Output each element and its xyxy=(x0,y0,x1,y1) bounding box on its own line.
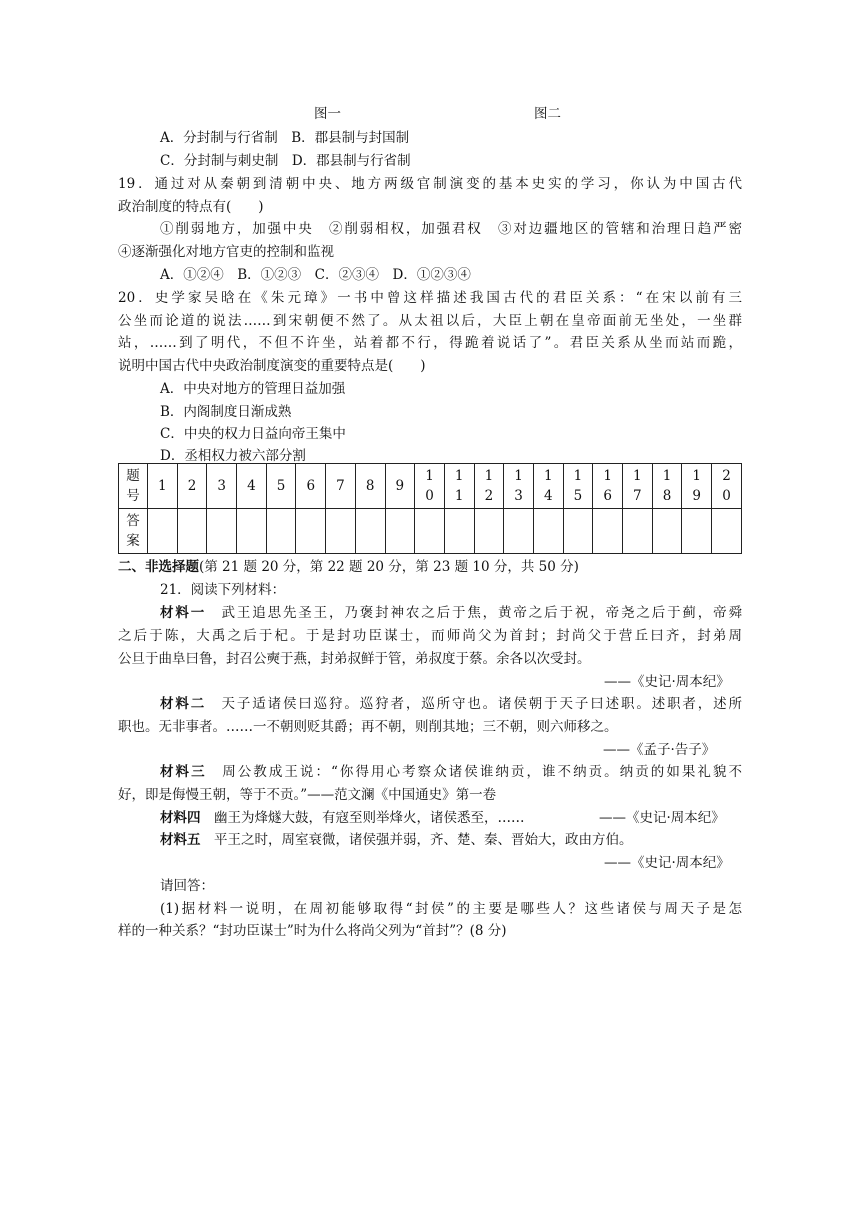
answer-cell[interactable] xyxy=(326,509,356,554)
q21-ask: 请回答： xyxy=(160,878,214,894)
answer-table xyxy=(118,463,742,554)
answer-cell[interactable] xyxy=(563,509,593,554)
answer-cell[interactable] xyxy=(712,509,742,554)
answer-cell[interactable] xyxy=(266,509,296,554)
question-number-cell: 1 5 xyxy=(563,464,593,509)
answer-cell[interactable] xyxy=(148,509,178,554)
question-number-cell: 4 xyxy=(237,464,267,509)
answer-cell[interactable] xyxy=(296,509,326,554)
answer-table-header-row xyxy=(119,464,742,509)
material2-label: 材料二 xyxy=(160,696,207,712)
answer-cell[interactable] xyxy=(177,509,207,554)
question-number-cell: 1 4 xyxy=(533,464,563,509)
q20-option-b: B．内阁制度日渐成熟 xyxy=(160,404,292,420)
q19-stem-line1: 19．通过对从秦朝到清朝中央、地方两级官制演变的基本史实的学习，你认为中国古代 xyxy=(118,176,742,192)
q21-material2-line1 xyxy=(160,694,742,714)
question-number-cell: 1 8 xyxy=(652,464,682,509)
q21-sub1-line1: (1)据材料一说明，在周初能够取得“封侯”的主要是哪些人？这些诸侯与周天子是怎 xyxy=(160,901,742,917)
answer-cell[interactable] xyxy=(623,509,653,554)
material3-text: 周公教成王说：“你得用心考察众诸侯谁纳贡，谁不纳贡。纳贡的如果礼貌不 xyxy=(222,764,743,780)
q19-stem-line2: 政治制度的特点有( ) xyxy=(118,199,264,215)
question-number-cell: 2 0 xyxy=(712,464,742,509)
q20-stem-line4: 说明中国古代中央政治制度演变的重要特点是( ) xyxy=(118,358,426,374)
q20-stem-line2: 公坐而论道的说法……到宋朝便不然了。从太祖以后，大臣上朝在皇帝面前无坐处，一坐群 xyxy=(118,313,742,329)
question-number-cell: 1 0 xyxy=(415,464,445,509)
q21-material3-line2: 好，即是侮慢王朝，等于不贡。”——范文澜《中国通史》第一卷 xyxy=(118,787,497,803)
question-number-cell: 1 7 xyxy=(623,464,653,509)
question-number-cell: 1 6 xyxy=(593,464,623,509)
q19-items-line2: ④逐渐强化对地方官吏的控制和监视 xyxy=(118,244,334,260)
q21-material1-line1 xyxy=(160,603,742,623)
q20-stem-line1: 20．史学家吴晗在《朱元璋》一书中曾这样描述我国古代的君臣关系：“在宋以前有三 xyxy=(118,290,742,306)
header-label-cell: 题 号 xyxy=(119,464,148,509)
question-number-cell: 1 9 xyxy=(682,464,712,509)
section2-heading xyxy=(118,557,579,577)
question-number-cell: 5 xyxy=(266,464,296,509)
question-number-cell: 9 xyxy=(385,464,415,509)
q21-material5-source: ——《史记·周本纪》 xyxy=(604,855,730,871)
answer-cell[interactable] xyxy=(385,509,415,554)
material2-text: 天子适诸侯曰巡狩。巡狩者，巡所守也。诸侯朝于天子曰述职。述职者，述所 xyxy=(221,696,743,712)
material5-label: 材料五 xyxy=(160,832,201,848)
answer-cell[interactable] xyxy=(474,509,504,554)
figure-caption-1: 图一 xyxy=(314,106,341,122)
q19-items-line1: ①削弱地方，加强中央 ②削弱相权，加强君权 ③对边疆地区的管辖和治理日趋严密 xyxy=(160,221,742,237)
material4-text: 幽王为烽燧大鼓，有寇至则举烽火，诸侯悉至，…… xyxy=(214,810,525,826)
section2-heading-rest: (第 21 题 20 分，第 22 题 20 分，第 23 题 10 分，共 50 分) xyxy=(199,559,579,575)
material1-label: 材料一 xyxy=(160,605,207,621)
q21-sub1-line2: 样的一种关系？“封功臣谋士”时为什么将尚父列为“首封”？(8 分) xyxy=(118,923,507,939)
q21-material1-source: ——《史记·周本纪》 xyxy=(604,674,730,690)
q20-option-d: D．丞相权力被六部分割 xyxy=(160,448,306,464)
q21-material1-line3: 公旦于曲阜曰鲁，封召公奭于燕，封弟叔鲜于管，弟叔度于蔡。余各以次受封。 xyxy=(118,651,591,667)
q21-material4 xyxy=(160,808,525,828)
answer-table-answer-row xyxy=(119,509,742,554)
answer-cell[interactable] xyxy=(207,509,237,554)
answer-cell[interactable] xyxy=(652,509,682,554)
q21-material5 xyxy=(160,830,633,850)
q21-material2-line2: 职也。无非事者。……一不朝则贬其爵；再不朝，则削其地；三不朝，则六师移之。 xyxy=(118,719,618,735)
q21-intro: 21．阅读下列材料： xyxy=(160,582,286,598)
answer-cell[interactable] xyxy=(237,509,267,554)
section2-heading-bold: 二、非选择题 xyxy=(118,559,199,575)
q21-material3-line1 xyxy=(160,762,742,782)
question-number-cell: 1 1 xyxy=(444,464,474,509)
q18-options-line1: A．分封制与行省制 B．郡县制与封国制 xyxy=(160,130,410,146)
q20-option-c: C．中央的权力日益向帝王集中 xyxy=(160,426,346,442)
material5-text: 平王之时，周室衰微，诸侯强并弱，齐、楚、秦、晋始大，政由方伯。 xyxy=(214,832,633,848)
q21-material1-line2: 之后于陈，大禹之后于杞。于是封功臣谋士，而师尚父为首封；封尚父于营丘曰齐，封弟周 xyxy=(118,628,742,644)
q21-material2-source: ——《孟子·告子》 xyxy=(603,742,716,758)
material4-label: 材料四 xyxy=(160,810,201,826)
answer-cell[interactable] xyxy=(355,509,385,554)
question-number-cell: 1 xyxy=(148,464,178,509)
question-number-cell: 1 2 xyxy=(474,464,504,509)
answer-cell[interactable] xyxy=(415,509,445,554)
question-number-cell: 6 xyxy=(296,464,326,509)
answer-cell[interactable] xyxy=(504,509,534,554)
answer-cell[interactable] xyxy=(593,509,623,554)
answer-cell[interactable] xyxy=(444,509,474,554)
q19-options: A．①②④ B．①②③ C．②③④ D．①②③④ xyxy=(160,267,471,283)
question-number-cell: 3 xyxy=(207,464,237,509)
question-number-cell: 2 xyxy=(177,464,207,509)
answer-label-cell: 答 案 xyxy=(119,509,148,554)
q18-options-line2: C．分封制与刺史制 D．郡县制与行省制 xyxy=(160,153,411,169)
material1-text: 武王追思先圣王，乃褒封神农之后于焦，黄帝之后于祝，帝尧之后于蓟，帝舜 xyxy=(221,605,743,621)
q21-material4-source: ——《史记·周本纪》 xyxy=(599,810,725,826)
question-number-cell: 8 xyxy=(355,464,385,509)
question-number-cell: 7 xyxy=(326,464,356,509)
question-number-cell: 1 3 xyxy=(504,464,534,509)
q20-stem-line3: 站，……到了明代，不但不许坐，站着都不行，得跪着说话了”。君臣关系从坐而站而跪， xyxy=(118,335,742,351)
q20-option-a: A．中央对地方的管理日益加强 xyxy=(160,381,346,397)
answer-cell[interactable] xyxy=(682,509,712,554)
answer-cell[interactable] xyxy=(533,509,563,554)
material3-label: 材料三 xyxy=(160,764,207,780)
figure-caption-2: 图二 xyxy=(534,106,561,122)
